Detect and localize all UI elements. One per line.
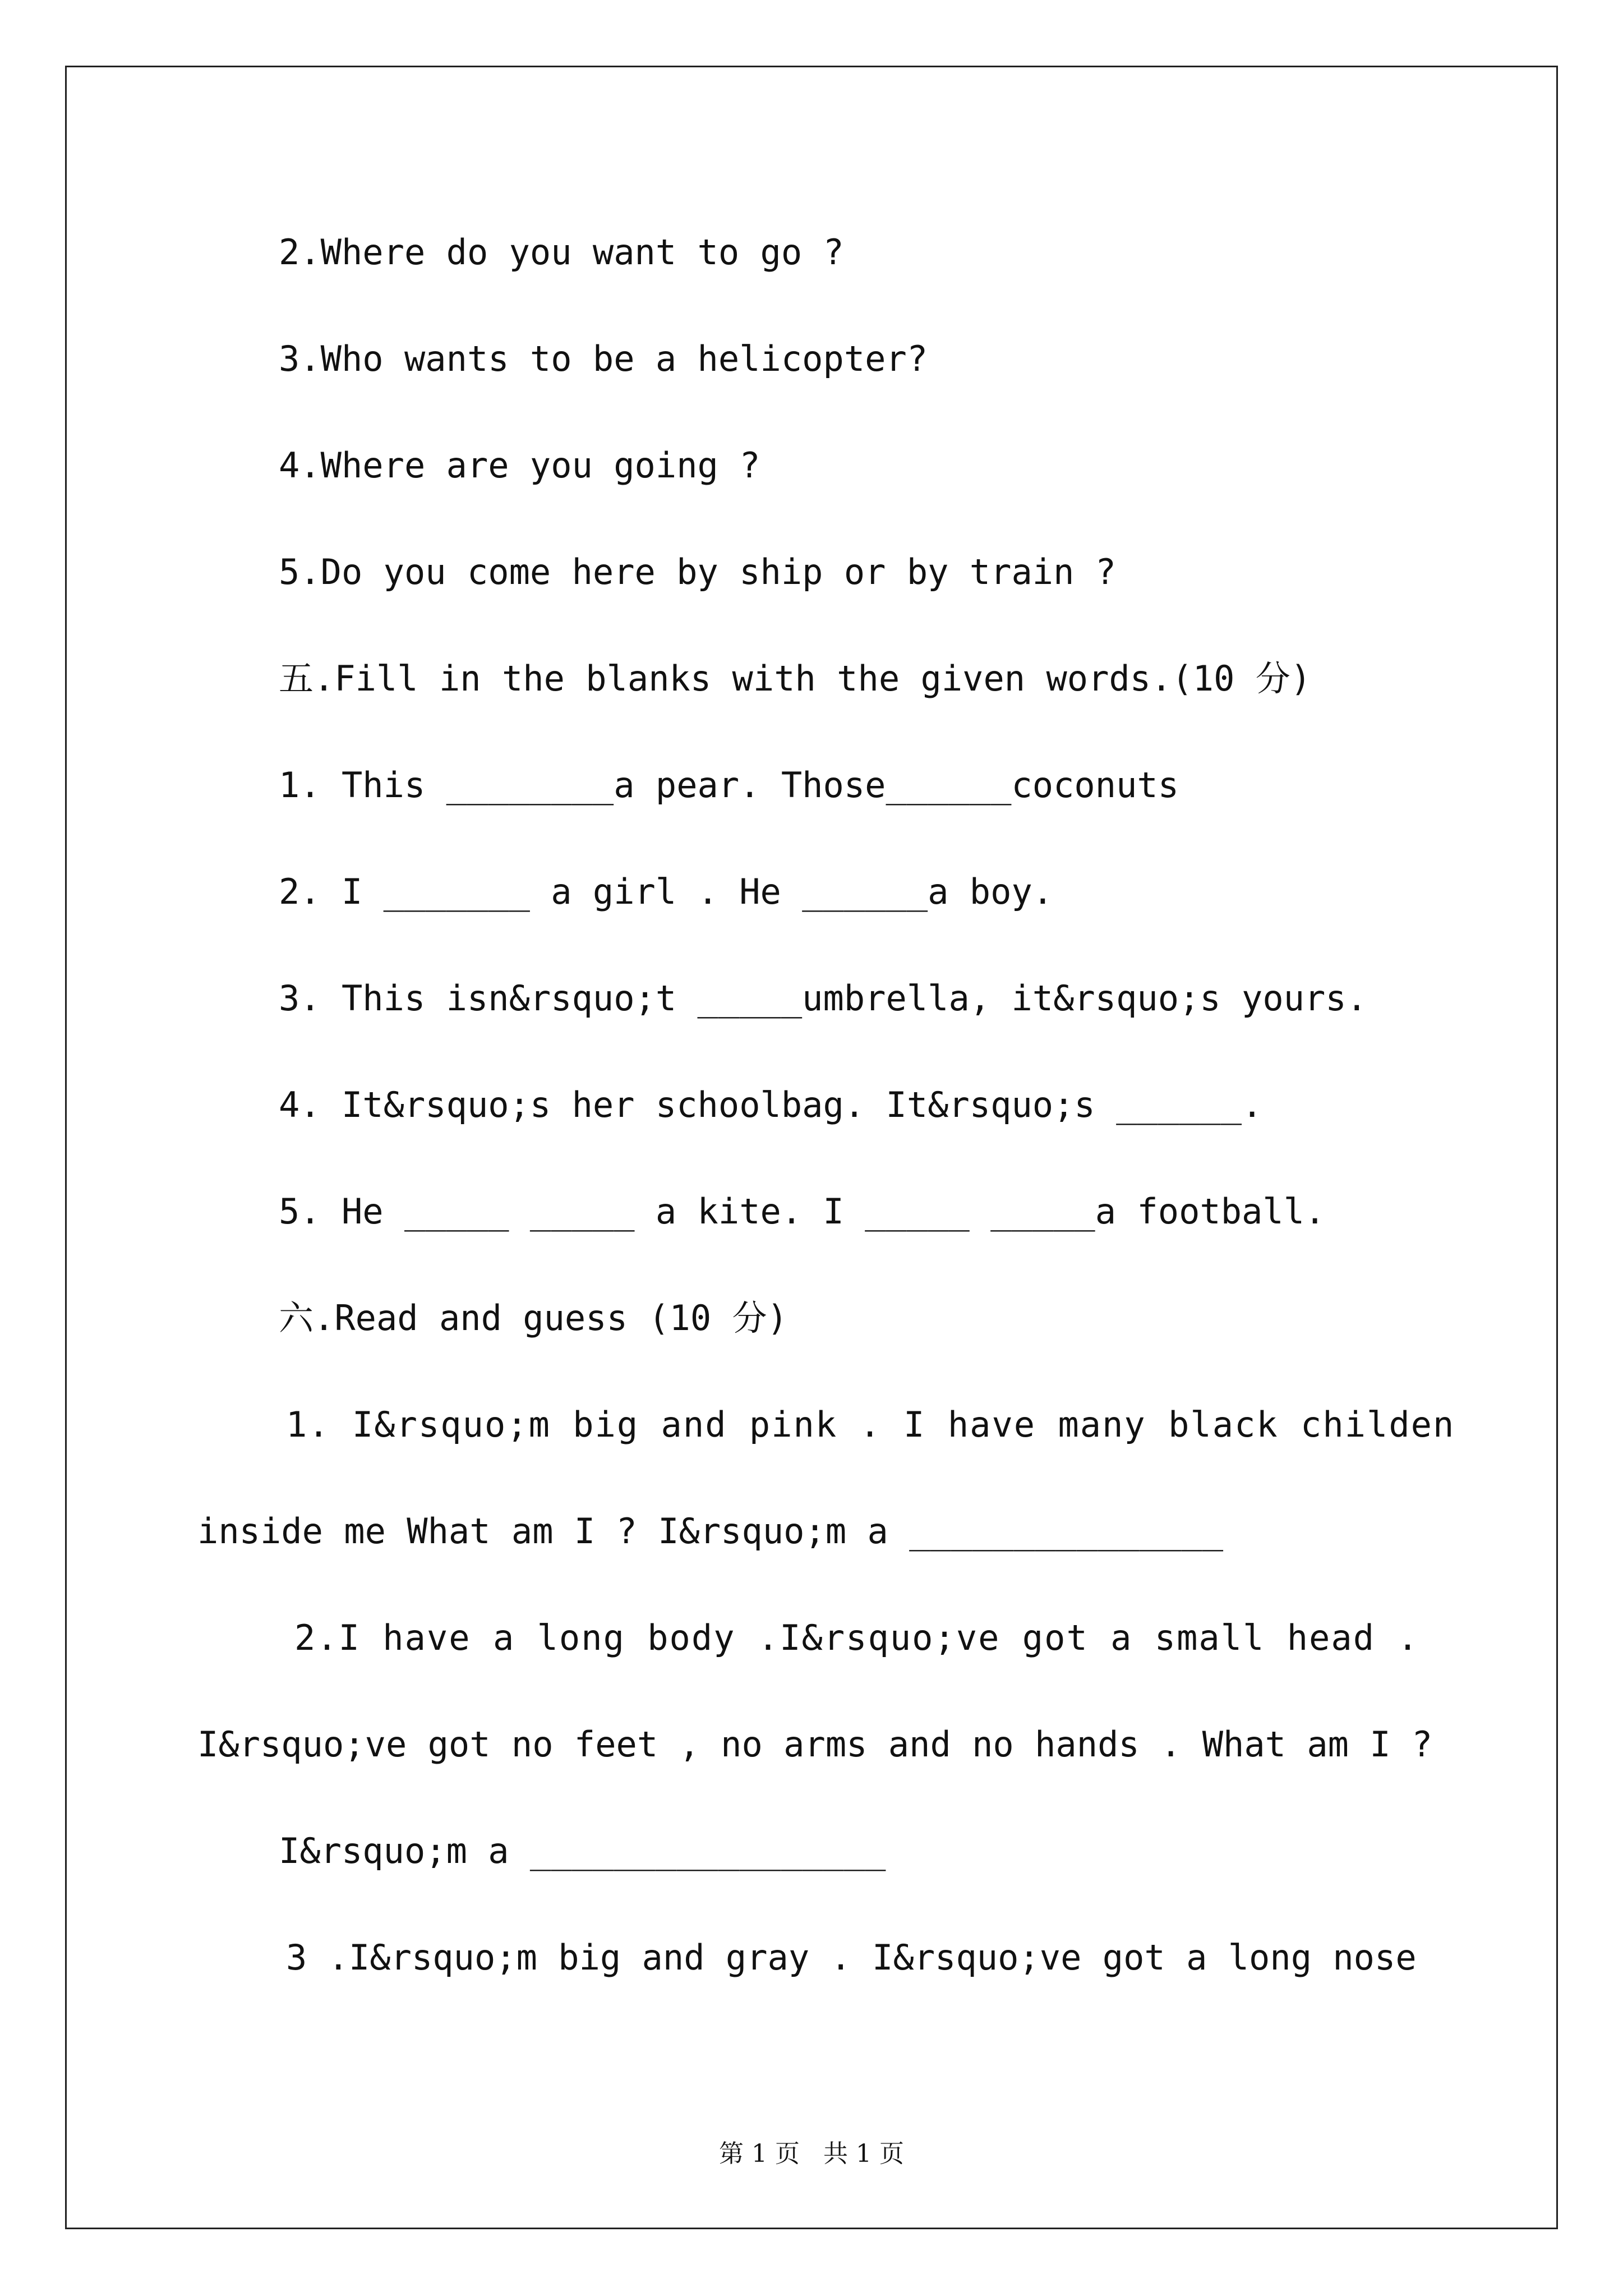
riddle-line: 1. I&rsquo;m big and pink . I have many black childen [286,1404,1455,1445]
fill-blank-line: 1. This ________a pear. Those______coconuts [279,765,1179,806]
section-heading: 六.Read and guess (10 分) [279,1297,788,1338]
question-line: 2.Where do you want to go ? [279,232,844,273]
fill-blank-line: 5. He _____ _____ a kite. I _____ _____a football. [279,1191,1326,1232]
page-border [65,66,1558,2229]
section-heading: 五.Fill in the blanks with the given words.(10 分) [279,658,1312,699]
page-footer: 第 1 页 共 1 页 [719,2139,904,2168]
question-line: 4.Where are you going ? [279,445,760,486]
riddle-line: I&rsquo;ve got no feet , no arms and no hands . What am I ? [197,1724,1433,1765]
question-line: 3.Who wants to be a helicopter? [279,338,928,379]
riddle-line: I&rsquo;m a _________________ [279,1830,886,1871]
riddle-line: 2.I have a long body .I&rsquo;ve got a small head . [294,1617,1419,1658]
question-line: 5.Do you come here by ship or by train ? [279,551,1117,592]
riddle-line: inside me What am I ? I&rsquo;m a _______________ [197,1511,1224,1552]
fill-blank-line: 3. This isn&rsquo;t _____umbrella, it&rsquo;s yours. [279,978,1368,1019]
fill-blank-line: 2. I _______ a girl . He ______a boy. [279,871,1054,912]
fill-blank-line: 4. It&rsquo;s her schoolbag. It&rsquo;s ______. [279,1084,1263,1125]
riddle-line: 3 .I&rsquo;m big and gray . I&rsquo;ve got a long nose [286,1937,1417,1978]
